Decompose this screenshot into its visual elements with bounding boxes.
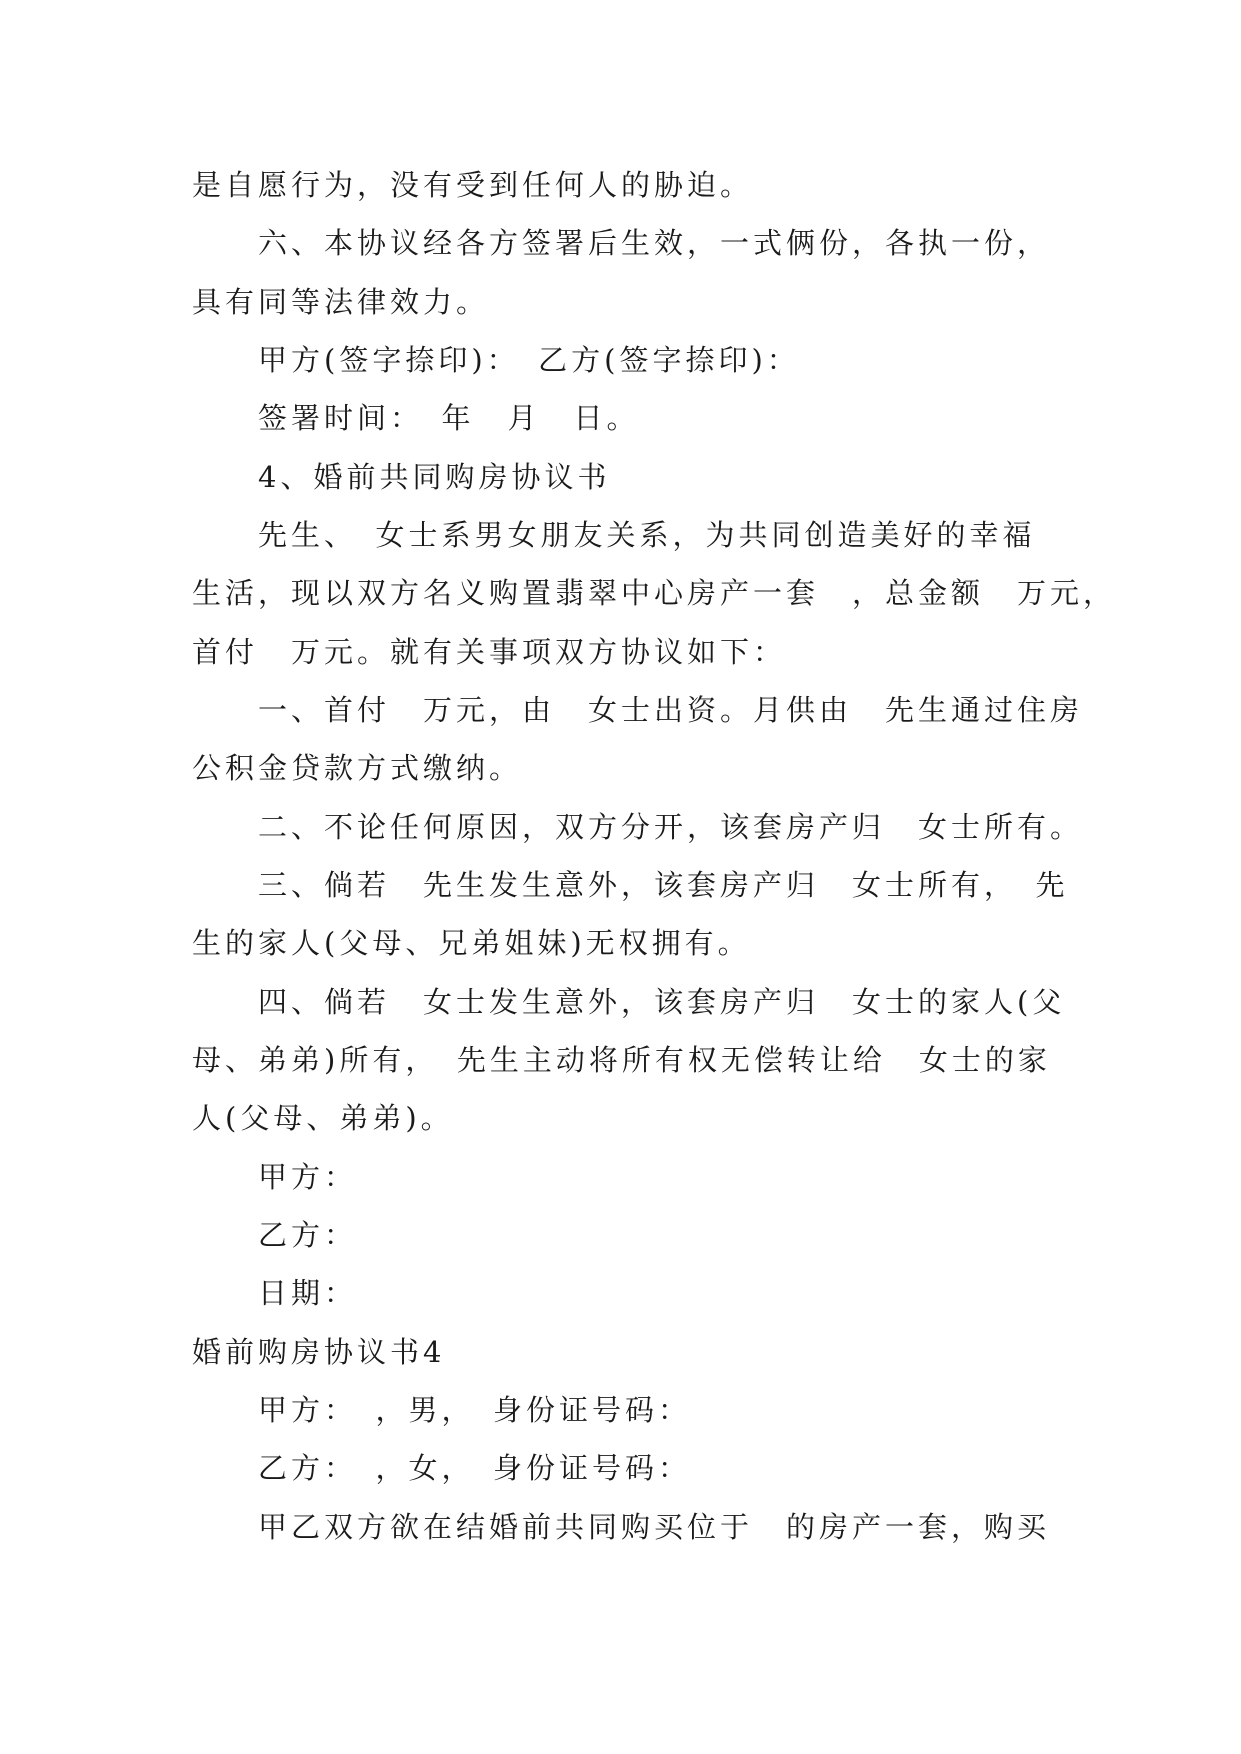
paragraph-line: 三、倘若 先生发生意外，该套房产归 女士所有， 先 <box>258 868 1069 902</box>
paragraph-line: 四、倘若 女士发生意外，该套房产归 女士的家人(父 <box>258 985 1066 1019</box>
paragraph-line: 一、首付 万元，由 女士出资。月供由 先生通过住房 <box>258 693 1084 727</box>
paragraph-line: 生的家人(父母、兄弟姐妹)无权拥有。 <box>192 926 751 960</box>
party-a-line: 甲方： ，男， 身份证号码： <box>258 1393 692 1427</box>
paragraph-line: 人(父母、弟弟)。 <box>192 1101 454 1135</box>
paragraph-line: 首付 万元。就有关事项双方协议如下： <box>192 635 787 669</box>
paragraph-line: 具有同等法律效力。 <box>192 285 490 319</box>
paragraph-line: 公积金贷款方式缴纳。 <box>192 751 523 785</box>
paragraph-line: 甲乙双方欲在结婚前共同购买位于 的房产一套，购买 <box>258 1510 1051 1544</box>
paragraph-line: 先生、 女士系男女朋友关系，为共同创造美好的幸福 <box>258 518 1036 552</box>
paragraph-line: 签署时间： 年 月 日。 <box>258 401 640 435</box>
paragraph-line: 六、本协议经各方签署后生效，一式俩份，各执一份， <box>258 226 1051 260</box>
paragraph-line: 生活，现以双方名义购置翡翠中心房产一套 ，总金额 万元， <box>192 576 1117 610</box>
signature-line-party-b: 乙方： <box>258 1218 358 1252</box>
signature-line-party-a: 甲方： <box>258 1160 358 1194</box>
document-title: 婚前购房协议书4 <box>192 1335 446 1369</box>
paragraph-line: 甲方(签字捺印)： 乙方(签字捺印)： <box>258 343 800 377</box>
section-heading: 4、婚前共同购房协议书 <box>258 460 611 494</box>
paragraph-line: 母、弟弟)所有， 先生主动将所有权无偿转让给 女士的家 <box>192 1043 1051 1077</box>
paragraph-line: 是自愿行为，没有受到任何人的胁迫。 <box>192 168 754 202</box>
signature-line-date: 日期： <box>258 1276 358 1310</box>
party-b-line: 乙方： ，女， 身份证号码： <box>258 1451 692 1485</box>
paragraph-line: 二、不论任何原因，双方分开，该套房产归 女士所有。 <box>258 810 1084 844</box>
